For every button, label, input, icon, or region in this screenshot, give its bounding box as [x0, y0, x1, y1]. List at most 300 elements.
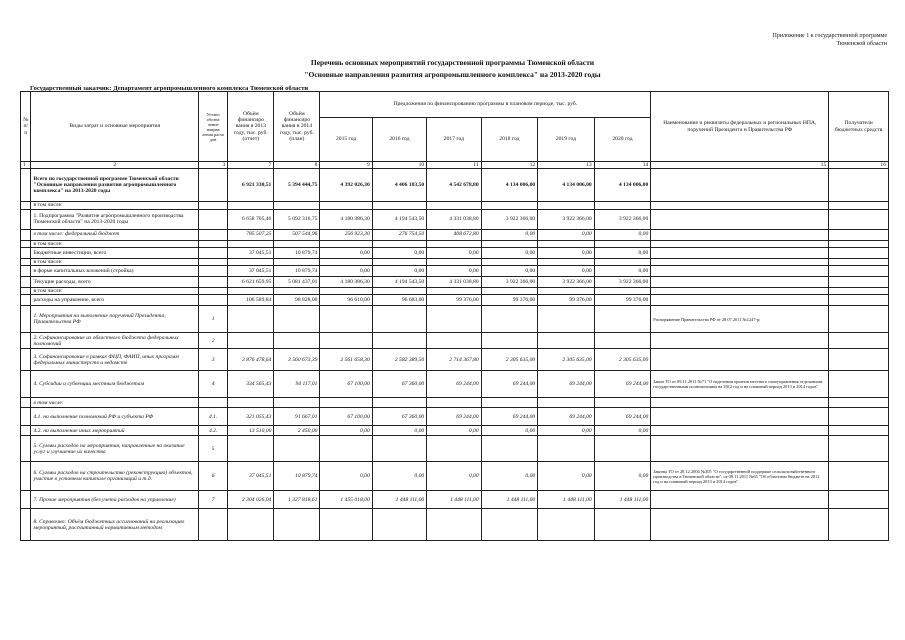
row-value [427, 202, 481, 209]
row-value [594, 436, 651, 462]
header-legal-acts: Наименование и реквизиты федеральных и региональных НПА, поручений Президента и Правительства РФ [651, 92, 829, 162]
table-row [21, 426, 889, 436]
row-value: 4 406 183,50 [372, 169, 426, 202]
row-value [372, 398, 426, 408]
row-name: 1. Мероприятия на выполнение поручений Президента, Правительства РФ [31, 306, 199, 333]
row-legal-act [651, 436, 829, 462]
column-number: 1 [21, 162, 31, 169]
table-row [21, 436, 889, 462]
header-year: 2020 год [594, 118, 651, 162]
row-value [538, 288, 595, 295]
row-legal-act: Закон ТО от 09.11.2011 №71 "О наделении органов местного самоуправления отдельными государственными полномочиями на 2012 год и на плановый период 2013 и 2014 годов" [651, 371, 829, 398]
row-number [21, 462, 31, 491]
row-value [427, 509, 481, 541]
row-value: 2 305 635,00 [594, 349, 651, 371]
row-code [198, 247, 227, 258]
row-value: 0,00 [372, 266, 426, 277]
row-value: 6 658 705,46 [228, 209, 274, 229]
row-value: 67 360,00 [372, 408, 426, 426]
row-value [538, 398, 595, 408]
row-value [481, 306, 538, 333]
row-value: 96 683,00 [372, 295, 426, 306]
row-value: 69 244,00 [594, 408, 651, 426]
row-value: 0,00 [320, 247, 372, 258]
row-value: 2 304 026,04 [228, 491, 274, 509]
row-value: 0,00 [372, 462, 426, 491]
row-value [427, 240, 481, 247]
header-name: Виды затрат и основные мероприятия [31, 92, 199, 162]
row-value [274, 436, 320, 462]
row-value [320, 398, 372, 408]
row-number [21, 408, 31, 426]
row-value: 5 092 316,75 [274, 209, 320, 229]
row-value [481, 509, 538, 541]
row-name: 6. Суммы расходов на строительство (реконструкцию) объектов, участие в уставном капитале организаций и т.д. [31, 462, 199, 491]
row-value [228, 306, 274, 333]
row-value: 94 117,01 [274, 371, 320, 398]
row-value: 0,00 [481, 266, 538, 277]
appendix-line-2: Тюменской области [836, 41, 887, 47]
row-number [21, 209, 31, 229]
row-number [21, 491, 31, 509]
row-value: 69 244,00 [594, 371, 651, 398]
row-value: 1 448 111,00 [594, 491, 651, 509]
row-value [228, 398, 274, 408]
row-value: 98 828,00 [274, 295, 320, 306]
row-name: в том числе: [31, 240, 199, 247]
row-value: 4 194 543,50 [372, 209, 426, 229]
column-number: 11 [427, 162, 481, 169]
row-value: 0,00 [372, 247, 426, 258]
row-value [228, 240, 274, 247]
row-value [481, 202, 538, 209]
row-number [21, 436, 31, 462]
row-value [538, 306, 595, 333]
row-legal-act [651, 491, 829, 509]
row-number [21, 266, 31, 277]
row-value: 0,00 [481, 462, 538, 491]
row-value [372, 333, 426, 349]
row-value: 4 542 678,80 [427, 169, 481, 202]
row-name: в форме капитальных вложений (стройка) [31, 266, 199, 277]
column-number: 7 [228, 162, 274, 169]
row-value: 0,00 [538, 426, 595, 436]
row-value: 67 360,00 [372, 371, 426, 398]
table-row [21, 209, 889, 229]
row-value [481, 240, 538, 247]
header-year: 2015 год [320, 118, 372, 162]
row-value: 4 134 006,00 [538, 169, 595, 202]
row-value [481, 333, 538, 349]
row-value: 96 610,00 [320, 295, 372, 306]
row-value: 13 510,00 [228, 426, 274, 436]
row-value: 1 448 111,00 [372, 491, 426, 509]
row-code [198, 277, 227, 288]
row-value [427, 288, 481, 295]
row-value [320, 306, 372, 333]
row-value [274, 333, 320, 349]
row-legal-act: Законы ТО от 28.12.2004 №305 "О государственной поддержке сельскохозяйственного производства в Тюменской области", от 09.11.2011 №65 "Об областном бюджете на 2012 год и на плановый период 2013 и 2014 годов" [651, 462, 829, 491]
header-proposals: Предложения по финансированию программы в плановом периоде, тыс. руб. [320, 92, 651, 118]
row-recipient [829, 240, 889, 247]
row-value [427, 333, 481, 349]
row-value: 4 392 026,30 [320, 169, 372, 202]
row-code [198, 202, 227, 209]
row-value: 3 922 366,00 [594, 277, 651, 288]
row-value: 256 923,30 [320, 229, 372, 240]
row-code: 3 [198, 349, 227, 371]
row-legal-act [651, 258, 829, 265]
row-value [320, 258, 372, 265]
row-value [538, 240, 595, 247]
header-year: 2019 год [538, 118, 595, 162]
row-value [427, 258, 481, 265]
document-title-line-2: "Основные направления развития агропромышленного комплекса" на 2013-2020 годы [304, 70, 601, 79]
row-value: 3 922 366,00 [481, 209, 538, 229]
row-recipient [829, 202, 889, 209]
row-legal-act [651, 333, 829, 349]
row-recipient [829, 333, 889, 349]
table-row [21, 247, 889, 258]
row-value: 0,00 [538, 247, 595, 258]
row-value: 0,00 [427, 462, 481, 491]
row-number [21, 247, 31, 258]
row-code [198, 229, 227, 240]
row-value: 3 922 366,00 [594, 209, 651, 229]
row-code [198, 295, 227, 306]
row-number [21, 306, 31, 333]
row-value: 0,00 [320, 266, 372, 277]
row-recipient [829, 398, 889, 408]
row-value: 2 582 389,50 [372, 349, 426, 371]
row-code [198, 258, 227, 265]
header-year: 2017 год [427, 118, 481, 162]
row-value: 0,00 [481, 426, 538, 436]
row-value: 3 560 673,39 [274, 349, 320, 371]
row-value: 3 922 366,00 [538, 209, 595, 229]
row-value [274, 288, 320, 295]
row-value [274, 398, 320, 408]
row-value [274, 240, 320, 247]
row-value: 6 621 659,95 [228, 277, 274, 288]
column-number: 3 [198, 162, 227, 169]
row-value: 6 921 330,51 [228, 169, 274, 202]
table-row [21, 398, 889, 408]
row-number [21, 288, 31, 295]
row-value [427, 398, 481, 408]
row-value [594, 240, 651, 247]
row-value [320, 509, 372, 541]
row-name: в том числе: федеральный бюджет [31, 229, 199, 240]
header-volume-2013: Объём финансиро вания в 2013 году, тыс. руб. (отчет) [228, 92, 274, 162]
row-code: 7 [198, 491, 227, 509]
row-recipient [829, 169, 889, 202]
row-number [21, 349, 31, 371]
row-value [594, 306, 651, 333]
row-name: 4. Субсидии и субвенции местным бюджетам [31, 371, 199, 398]
row-value [372, 288, 426, 295]
header-year: 2018 год [481, 118, 538, 162]
row-name: 7. Прочие мероприятия (без учета расходов на управление) [31, 491, 199, 509]
row-number [21, 333, 31, 349]
row-recipient [829, 295, 889, 306]
row-name: 3. Софинансирование в рамках ФЦП, ФАИП, иных программ федеральных министерств и ведомств [31, 349, 199, 371]
row-code [198, 240, 227, 247]
row-value: 37 045,51 [228, 462, 274, 491]
row-number [21, 398, 31, 408]
row-value: 4 331 038,80 [427, 209, 481, 229]
row-code [198, 398, 227, 408]
row-legal-act: Распоряжение Правительства РФ от 28.07.2011 №1247-р; [651, 306, 829, 333]
row-value: 67 100,00 [320, 408, 372, 426]
row-value: 106 589,84 [228, 295, 274, 306]
row-value: 99 376,00 [481, 295, 538, 306]
row-value [372, 306, 426, 333]
row-value [538, 436, 595, 462]
row-value: 0,00 [427, 247, 481, 258]
row-name: 1. Подпрограмма "Развитие агропромышленного производства Тюменской области" на 2013-2020 годы [31, 209, 199, 229]
row-value: 0,00 [481, 247, 538, 258]
program-events-table [20, 91, 889, 541]
row-code [198, 209, 227, 229]
row-legal-act [651, 295, 829, 306]
row-value: 10 879,74 [274, 266, 320, 277]
row-recipient [829, 288, 889, 295]
row-value: 37 045,51 [228, 266, 274, 277]
row-code: 5 [198, 436, 227, 462]
row-value: 69 244,00 [481, 408, 538, 426]
row-recipient [829, 408, 889, 426]
row-value [538, 202, 595, 209]
row-value [481, 258, 538, 265]
header-recipients: Получатели бюджетных средств [829, 92, 889, 162]
row-name: 2. Софинансирование из областного бюджета федеральных полномочий [31, 333, 199, 349]
row-value [481, 288, 538, 295]
row-value [594, 333, 651, 349]
table-row [21, 349, 889, 371]
column-number: 2 [31, 162, 199, 169]
table-row [21, 491, 889, 509]
row-value [372, 509, 426, 541]
row-value: 69 244,00 [538, 371, 595, 398]
row-legal-act [651, 202, 829, 209]
row-value: 4 180 386,30 [320, 209, 372, 229]
row-value: 67 100,00 [320, 371, 372, 398]
row-value [228, 288, 274, 295]
row-value: 69 244,00 [427, 408, 481, 426]
column-number: 16 [829, 162, 889, 169]
row-code [198, 169, 227, 202]
row-value: 2 305 635,00 [538, 349, 595, 371]
row-value: 0,00 [594, 462, 651, 491]
row-value: 91 667,01 [274, 408, 320, 426]
row-value: 0,00 [320, 462, 372, 491]
row-value: 321 055,43 [228, 408, 274, 426]
row-number [21, 258, 31, 265]
row-name: 4.1. на выполнение полномочий РФ и субъекта РФ [31, 408, 199, 426]
header-number: № п/п [21, 92, 31, 162]
row-value: 99 376,00 [538, 295, 595, 306]
row-recipient [829, 277, 889, 288]
column-number: 12 [481, 162, 538, 169]
row-recipient [829, 306, 889, 333]
row-code [198, 509, 227, 541]
row-number [21, 371, 31, 398]
row-recipient [829, 462, 889, 491]
row-value [594, 202, 651, 209]
table-row [21, 258, 889, 265]
row-legal-act [651, 266, 829, 277]
column-number: 15 [651, 162, 829, 169]
row-value [427, 436, 481, 462]
row-value [538, 509, 595, 541]
row-value: 0,00 [538, 462, 595, 491]
row-value: 69 244,00 [427, 371, 481, 398]
row-value: 10 879,74 [274, 247, 320, 258]
header-activity-code: Устано обозна чение направ ления расхо дов [198, 92, 227, 162]
row-legal-act [651, 398, 829, 408]
column-number: 14 [594, 162, 651, 169]
row-value: 0,00 [538, 266, 595, 277]
row-name: в том числе: [31, 202, 199, 209]
row-value [228, 509, 274, 541]
row-value [372, 202, 426, 209]
row-recipient [829, 509, 889, 541]
row-value: 0,00 [427, 426, 481, 436]
row-value: 4 194 543,50 [372, 277, 426, 288]
row-value: 3 922 366,00 [538, 277, 595, 288]
row-number [21, 169, 31, 202]
row-value: 0,00 [372, 426, 426, 436]
row-value: 1 455 018,00 [320, 491, 372, 509]
row-value: 785 507,25 [228, 229, 274, 240]
row-legal-act [651, 229, 829, 240]
row-value: 4 331 038,80 [427, 277, 481, 288]
row-value [228, 202, 274, 209]
table-row [21, 462, 889, 491]
row-legal-act [651, 509, 829, 541]
row-value: 0,00 [594, 247, 651, 258]
column-number: 8 [274, 162, 320, 169]
row-value: 2 714 367,80 [427, 349, 481, 371]
row-legal-act [651, 169, 829, 202]
row-value: 69 244,00 [481, 371, 538, 398]
row-recipient [829, 349, 889, 371]
row-recipient [829, 229, 889, 240]
row-code: 4 [198, 371, 227, 398]
row-value [274, 509, 320, 541]
row-value: 2 450,00 [274, 426, 320, 436]
row-value [228, 436, 274, 462]
row-number [21, 509, 31, 541]
row-name: в том числе: [31, 258, 199, 265]
table-row [21, 240, 889, 247]
row-value [320, 436, 372, 462]
row-name: расходы на управление, всего [31, 295, 199, 306]
row-code: 2 [198, 333, 227, 349]
row-value: 1 327 818,61 [274, 491, 320, 509]
table-row [21, 277, 889, 288]
row-legal-act [651, 240, 829, 247]
row-value [372, 240, 426, 247]
row-number [21, 277, 31, 288]
row-value: 69 244,00 [538, 408, 595, 426]
header-year: 2016 год [372, 118, 426, 162]
row-value: 0,00 [594, 229, 651, 240]
table-row [21, 202, 889, 209]
row-code: 1 [198, 306, 227, 333]
row-value: 2 305 635,00 [481, 349, 538, 371]
table-row [21, 306, 889, 333]
row-value: 334 565,43 [228, 371, 274, 398]
row-value [481, 398, 538, 408]
table-row [21, 169, 889, 202]
row-value: 5 081 437,01 [274, 277, 320, 288]
row-name: Бюджетные инвестиции, всего [31, 247, 199, 258]
row-value [538, 258, 595, 265]
row-recipient [829, 436, 889, 462]
row-value: 99 376,00 [594, 295, 651, 306]
row-recipient [829, 266, 889, 277]
table-row [21, 288, 889, 295]
table-row [21, 509, 889, 541]
document-title-line-1: Перечень основных мероприятий государственной программы Тюменской области [310, 58, 595, 67]
row-value [594, 398, 651, 408]
row-value: 408 672,80 [427, 229, 481, 240]
row-value: 1 448 111,00 [427, 491, 481, 509]
row-legal-act [651, 426, 829, 436]
row-value: 2 561 658,30 [320, 349, 372, 371]
row-name: 8. Справочно: Объём бюджетных ассигнований на реализацию мероприятий, рассчитанный нормативным методом [31, 509, 199, 541]
column-number: 13 [538, 162, 595, 169]
row-name: в том числе: [31, 398, 199, 408]
row-value: 5 394 444,75 [274, 169, 320, 202]
row-number [21, 240, 31, 247]
row-code [198, 288, 227, 295]
table-row [21, 333, 889, 349]
row-recipient [829, 258, 889, 265]
row-recipient [829, 491, 889, 509]
row-value: 0,00 [594, 426, 651, 436]
row-value: 0,00 [538, 229, 595, 240]
header-volume-2014: Объём финансиро вания в 2014 году, тыс. руб. (план) [274, 92, 320, 162]
row-value [427, 306, 481, 333]
table-row [21, 408, 889, 426]
row-recipient [829, 426, 889, 436]
row-value: 10 879,74 [274, 462, 320, 491]
row-value: 1 448 111,00 [538, 491, 595, 509]
row-value [594, 509, 651, 541]
row-value: 0,00 [320, 426, 372, 436]
row-legal-act [651, 288, 829, 295]
appendix-line-1: Приложение 1 к государственной программе [772, 33, 887, 39]
row-value [320, 202, 372, 209]
row-code: 4.1. [198, 408, 227, 426]
state-customer: Государственный заказчик: Департамент агропромышленного комплекса Тюменской области [30, 85, 309, 92]
row-value [274, 258, 320, 265]
column-number: 10 [372, 162, 426, 169]
row-number [21, 229, 31, 240]
row-value [538, 333, 595, 349]
row-value [274, 202, 320, 209]
row-code: 6 [198, 462, 227, 491]
row-value: 507 544,96 [274, 229, 320, 240]
row-value [372, 258, 426, 265]
row-number [21, 202, 31, 209]
table-row [21, 229, 889, 240]
row-value [274, 306, 320, 333]
appendix-note [773, 32, 887, 48]
